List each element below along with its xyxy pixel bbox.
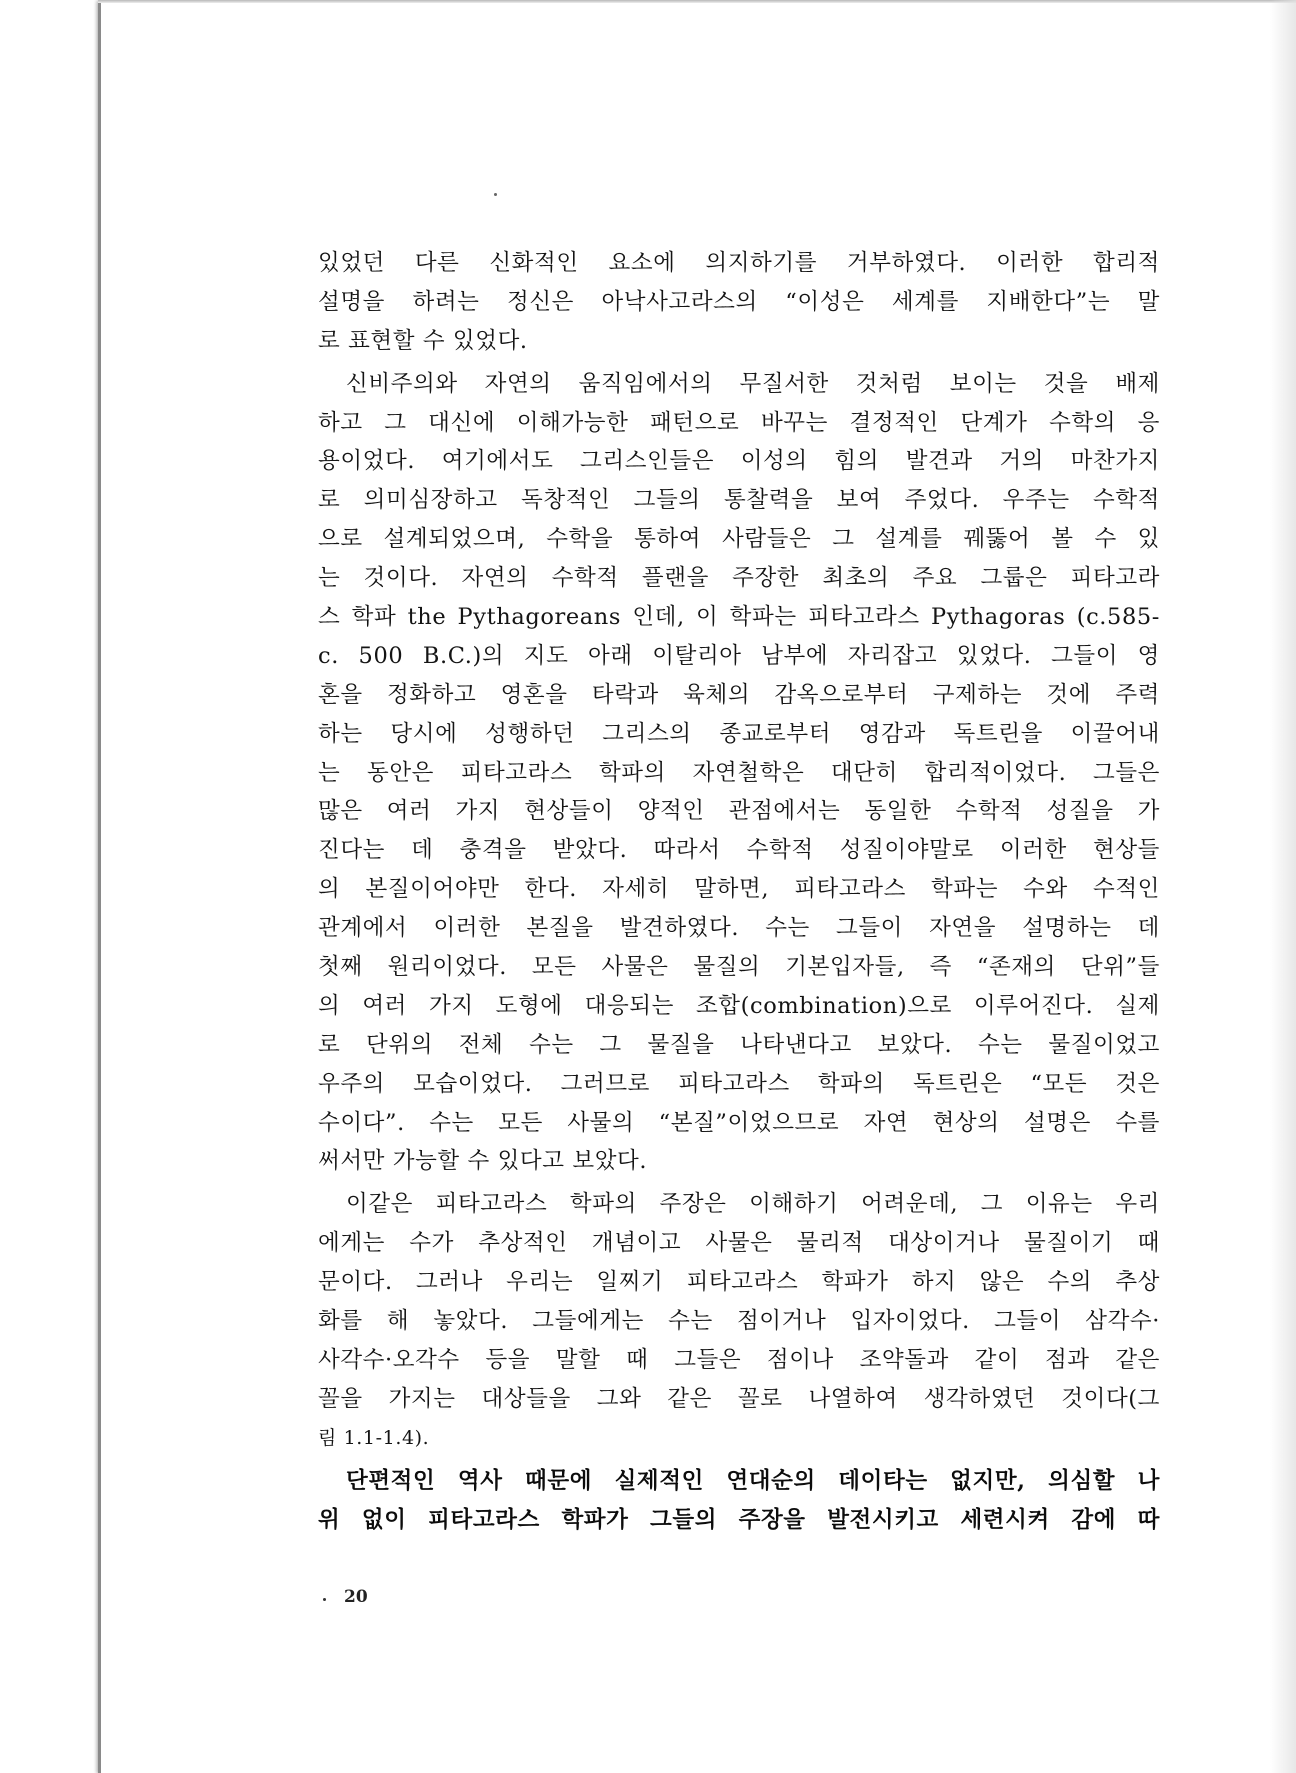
text-line: 림 1.1-1.4). bbox=[318, 1426, 430, 1449]
page-top-edge bbox=[98, 0, 1296, 3]
text-line: 화를 해 놓았다. 그들에게는 수는 점이거나 입자이었다. 그들이 삼각수· bbox=[318, 1308, 1160, 1335]
text-line: 로 단위의 전체 수는 그 물질을 나타낸다고 보았다. 수는 물질이었고 bbox=[318, 1031, 1160, 1058]
text-line: 첫째 원리이었다. 모든 사물은 물질의 기본입자들, 즉 “존재의 단위”들 bbox=[318, 954, 1160, 981]
paragraph-2 bbox=[318, 365, 1160, 1182]
text-line: 용이었다. 여기에서도 그리스인들은 이성의 힘의 발견과 거의 마찬가지 bbox=[318, 448, 1160, 475]
page-number: 20 bbox=[344, 1587, 368, 1607]
text-line: 로 표현할 수 있었다. bbox=[318, 327, 528, 354]
text-line: 하고 그 대신에 이해가능한 패턴으로 바꾸는 결정적인 단계가 수학의 응 bbox=[318, 409, 1161, 436]
text-line: 관계에서 이러한 본질을 발견하였다. 수는 그들이 자연을 설명하는 데 bbox=[318, 915, 1160, 942]
text-line: 설명을 하려는 정신은 아낙사고라스의 “이성은 세계를 지배한다”는 말 bbox=[318, 288, 1160, 315]
scan-dot bbox=[323, 1598, 326, 1601]
text-line: 는 것이다. 자연의 수학적 플랜을 주장한 최초의 주요 그룹은 피타고라 bbox=[318, 565, 1160, 592]
text-line: 신비주의와 자연의 움직임에서의 무질서한 것처럼 보이는 것을 배제 bbox=[346, 370, 1160, 397]
page-right-shadow bbox=[1270, 0, 1296, 1773]
text-line: 우주의 모습이었다. 그러므로 피타고라스 학파의 독트린은 “모든 것은 bbox=[318, 1070, 1161, 1097]
text-line: 써서만 가능할 수 있다고 보았다. bbox=[318, 1148, 648, 1175]
text-line: 사각수·오각수 등을 말할 때 그들은 점이나 조약돌과 같이 점과 같은 bbox=[318, 1346, 1160, 1373]
text-line: 으로 설계되었으며, 수학을 통하여 사람들은 그 설계를 꿰뚫어 볼 수 있 bbox=[318, 526, 1160, 553]
text-line: 수이다”. 수는 모든 사물의 “본질”이었으므로 자연 현상의 설명은 수를 bbox=[318, 1109, 1160, 1136]
text-line: 스 학파 the Pythagoreans 인데, 이 학파는 피타고라스 Pythagoras (c.585- bbox=[318, 604, 1160, 631]
text-line: 는 동안은 피타고라스 학파의 자연철학은 대단히 합리적이었다. 그들은 bbox=[318, 759, 1160, 786]
body-text bbox=[318, 244, 1160, 1539]
text-line: 많은 여러 가지 현상들이 양적인 관점에서는 동일한 수학적 성질을 가 bbox=[318, 798, 1160, 825]
text-line: 의 본질이어야만 한다. 자세히 말하면, 피타고라스 학파는 수와 수적인 bbox=[318, 876, 1160, 903]
text-line: 진다는 데 충격을 받았다. 따라서 수학적 성질이야말로 이러한 현상들 bbox=[318, 837, 1160, 864]
text-line: 의 여러 가지 도형에 대응되는 조합(combination)으로 이루어진다. 실제 bbox=[318, 992, 1160, 1019]
paragraph-1 bbox=[318, 244, 1160, 361]
paragraph-4 bbox=[318, 1462, 1160, 1540]
text-line: 혼을 정화하고 영혼을 타락과 육체의 감옥으로부터 구제하는 것에 주력 bbox=[318, 681, 1160, 708]
text-line: 하는 당시에 성행하던 그리스의 종교로부터 영감과 독트린을 이끌어내 bbox=[318, 720, 1160, 747]
scan-speck bbox=[494, 193, 497, 196]
text-line: 단편적인 역사 때문에 실제적인 연대순의 데이타는 없지만, 의심할 나 bbox=[346, 1467, 1160, 1494]
text-line: 위 없이 피타고라스 학파가 그들의 주장을 발전시키고 세련시켜 감에 따 bbox=[318, 1506, 1160, 1533]
text-line: 이같은 피타고라스 학파의 주장은 이해하기 어려운데, 그 이유는 우리 bbox=[346, 1191, 1160, 1218]
text-line: 로 의미심장하고 독창적인 그들의 통찰력을 보여 주었다. 우주는 수학적 bbox=[318, 487, 1160, 514]
paragraph-3 bbox=[318, 1185, 1160, 1457]
text-line: c. 500 B.C.)의 지도 아래 이탈리아 남부에 자리잡고 있었다. 그들이 영 bbox=[318, 642, 1160, 669]
text-line: 꼴을 가지는 대상들을 그와 같은 꼴로 나열하여 생각하였던 것이다(그 bbox=[318, 1385, 1160, 1412]
text-line: 에게는 수가 추상적인 개념이고 사물은 물리적 대상이거나 물질이기 때 bbox=[318, 1230, 1160, 1257]
text-line: 문이다. 그러나 우리는 일찌기 피타고라스 학파가 하지 않은 수의 추상 bbox=[318, 1269, 1160, 1296]
text-line: 있었던 다른 신화적인 요소에 의지하기를 거부하였다. 이러한 합리적 bbox=[318, 250, 1160, 276]
